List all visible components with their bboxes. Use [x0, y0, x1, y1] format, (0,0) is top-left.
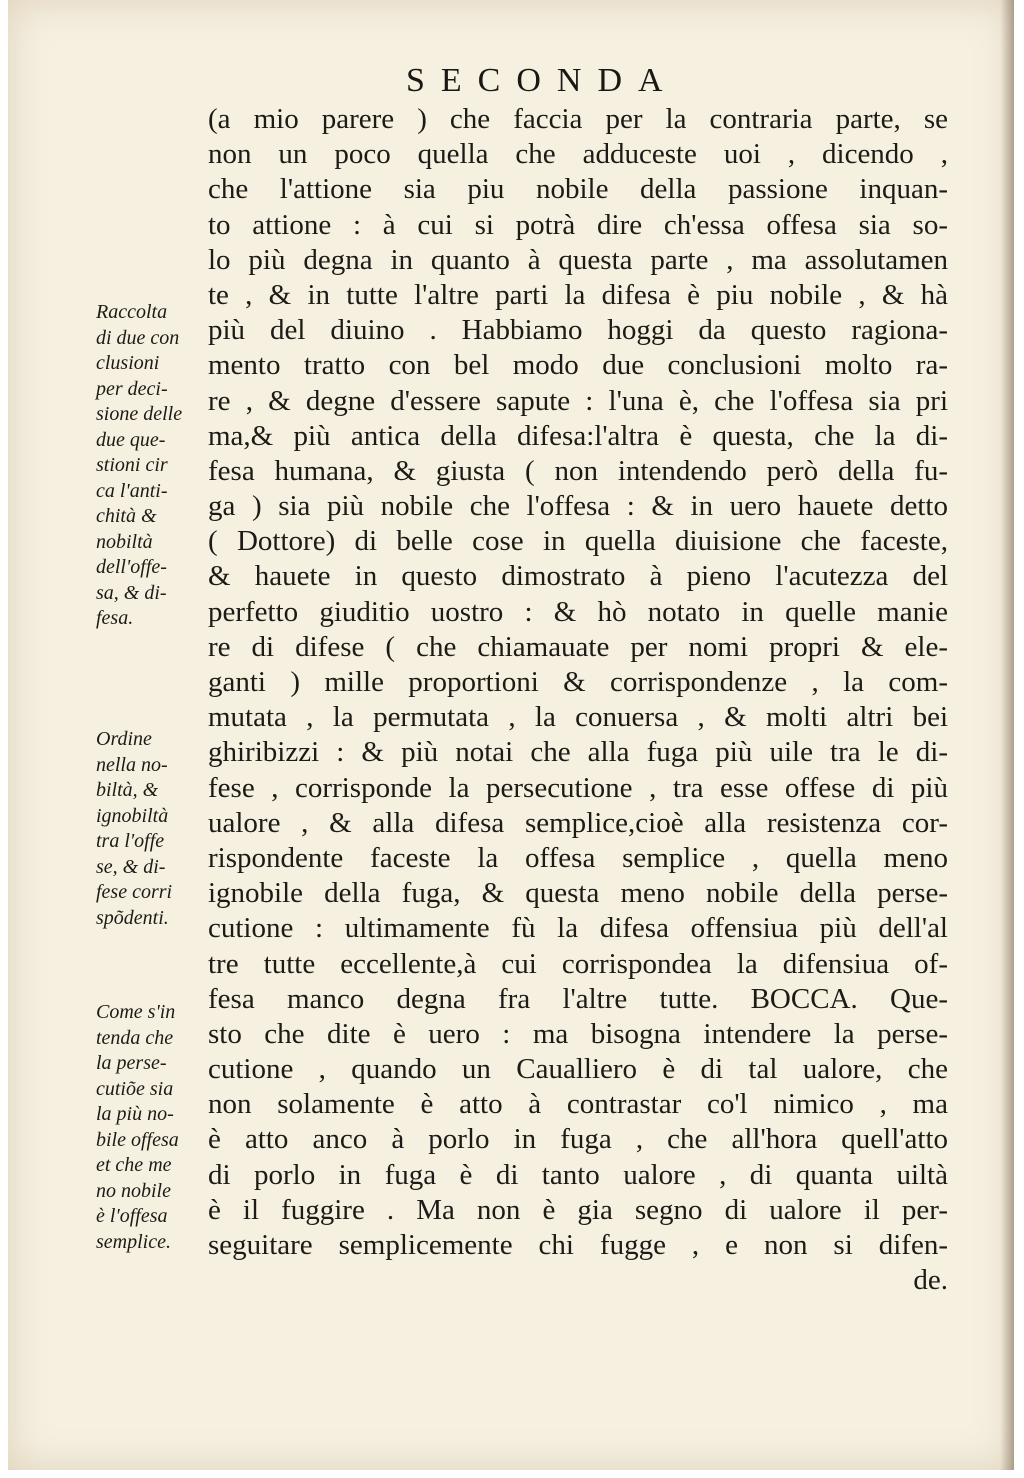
body-line: più del diuino . Habbiamo hoggi da questo ragiona-	[208, 314, 948, 347]
body-line: sto che dite è uero : ma bisogna intendere la perse-	[208, 1017, 948, 1050]
body-line: & hauete in questo dimostrato à pieno l'acutezza del	[208, 560, 948, 593]
margin-note-line: biltà, &	[96, 779, 159, 801]
margin-note-line: clusioni	[96, 352, 160, 374]
body-line: di porlo in fuga è di tanto ualore , di quanta uiltà	[208, 1158, 948, 1191]
body-line: ma,& più antica della difesa:l'altra è questa, che la di-	[208, 419, 948, 452]
margin-note-line: stioni cir	[96, 454, 168, 476]
body-line: (a mio parere ) che faccia per la contraria parte, se	[208, 103, 948, 135]
body-line: re di difese ( che chiamauate per nomi propri & ele-	[208, 630, 948, 663]
margin-note-line: cutiõe sia	[96, 1077, 174, 1100]
margin-note-line: Come s'in	[96, 1001, 176, 1023]
margin-note-line: tra l'offe	[96, 830, 165, 852]
margin-note-line: chità &	[96, 505, 157, 527]
body-line: seguitare semplicemente chi fugge , e non si difen-	[208, 1229, 948, 1261]
body-line: mutata , la permutata , la conuersa , & molti altri bei	[208, 701, 948, 734]
margin-note-persecution	[96, 1000, 216, 1255]
margin-note-line: la più no-	[96, 1103, 174, 1125]
body-line: perfetto giuditio uostro : & hò notato in quelle manie	[208, 595, 948, 628]
body-line: lo più degna in quanto à questa parte , ma assolutamen	[208, 243, 948, 276]
body-line: fese , corrisponde la persecutione , tra esse offese di più	[208, 771, 948, 804]
body-text	[208, 102, 948, 1298]
margin-note-line: fese corri	[96, 881, 173, 903]
margin-note-line: Raccolta	[96, 301, 168, 323]
margin-note-line: la perse-	[96, 1052, 167, 1074]
body-line: ignobile della fuga, & questa meno nobile della perse-	[208, 877, 948, 910]
margin-note-line: et che me	[96, 1154, 172, 1176]
book-page	[8, 0, 1014, 1470]
body-line: to attione : à cui si potrà dire ch'essa offesa sia so-	[208, 208, 948, 241]
body-line: non solamente è atto à contrastar co'l nimico , ma	[208, 1088, 948, 1121]
body-line: re , & degne d'essere sapute : l'una è, che l'offesa sia pri	[208, 384, 948, 417]
margin-note-line: tenda che	[96, 1026, 174, 1049]
margin-note-line: di due con	[96, 326, 180, 349]
body-line: fesa manco degna fra l'altre tutte. BOCCA. Que-	[208, 982, 948, 1015]
margin-note-line: sa, & di-	[96, 581, 167, 604]
body-line: non un poco quella che adduceste uoi , dicendo ,	[208, 138, 948, 171]
margin-note-line: Ordine	[96, 728, 152, 750]
body-line: ga ) sia più nobile che l'offesa : & in uero hauete detto	[208, 490, 948, 523]
body-line: mento tratto con bel modo due conclusioni molto ra-	[208, 349, 948, 382]
margin-note-line: se, & di-	[96, 855, 166, 878]
body-line: tre tutte eccellente,à cui corrispondea la difensiua of-	[208, 947, 948, 980]
body-line: è atto anco à porlo in fuga , che all'hora quell'atto	[208, 1123, 948, 1156]
body-line: è il fuggire . Ma non è gia segno di ualore il per-	[208, 1193, 948, 1226]
body-line: cutione , quando un Caualliero è di tal ualore, che	[208, 1053, 948, 1086]
margin-note-conclusions	[96, 300, 216, 632]
margin-note-line: dell'offe-	[96, 556, 167, 578]
margin-note-line: ignobiltà	[96, 804, 169, 827]
margin-note-line: nobiltà	[96, 530, 153, 553]
body-line: che l'attione sia piu nobile della passione inquan-	[208, 173, 948, 206]
margin-note-line: semplice.	[96, 1230, 171, 1253]
margin-note-line: sione delle	[96, 403, 183, 425]
margin-note-line: bile offesa	[96, 1128, 179, 1151]
running-head: SECONDA	[406, 62, 679, 99]
margin-note-order	[96, 727, 216, 931]
margin-note-line: spõdenti.	[96, 906, 169, 929]
margin-note-line: è l'offesa	[96, 1205, 168, 1227]
body-line: ganti ) mille proportioni & corrispondenze , la com-	[208, 666, 948, 698]
margin-note-line: ca l'anti-	[96, 479, 168, 502]
margin-note-line: nella no-	[96, 753, 168, 776]
margin-note-line: no nobile	[96, 1179, 171, 1202]
margin-note-line: due que-	[96, 428, 166, 451]
body-line: cutione : ultimamente fù la difesa offensiua più dell'al	[208, 912, 948, 945]
body-line: fesa humana, & giusta ( non intendendo però della fu-	[208, 454, 948, 487]
margin-note-line: per deci-	[96, 377, 168, 400]
body-line: rispondente faceste la offesa semplice , quella meno	[208, 841, 948, 874]
margin-note-line: fesa.	[96, 607, 134, 629]
body-line-catchword: de.	[913, 1264, 948, 1297]
body-line: ghiribizzi : & più notai che alla fuga più uile tra le di-	[208, 736, 948, 769]
body-line: ualore , & alla difesa semplice,cioè alla resistenza cor-	[208, 806, 948, 839]
body-line: ( Dottore) di belle cose in quella diuisione che faceste,	[208, 525, 948, 558]
body-line: te , & in tutte l'altre parti la difesa è piu nobile , & hà	[208, 278, 948, 311]
